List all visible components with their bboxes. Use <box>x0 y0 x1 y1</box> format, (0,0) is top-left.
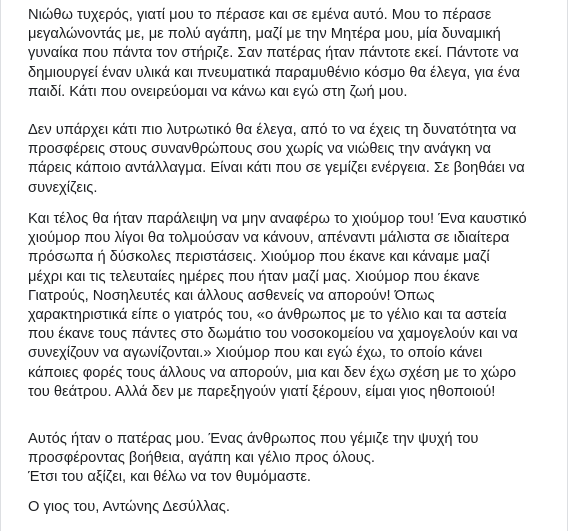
post-paragraph-4 <box>28 430 478 488</box>
post-border-left <box>0 0 1 531</box>
post-paragraph-3 <box>28 210 527 402</box>
text-line: κάποιες φορές τους άλλους να απορούν, μια και δεν έχω σχέση με το χώρο <box>28 364 517 381</box>
text-line: παιδί. Κάτι που ονειρεύομαι να κάνω και εγώ στη ζωή μου. <box>28 83 408 100</box>
post-border-right <box>567 0 568 531</box>
text-line: πάρεις κάποιο αντάλλαγμα. Είναι κάτι που σε γεμίζει ενέργεια. Σε βοηθάει να <box>28 160 525 177</box>
text-line: πρόσωπα ή δύσκολες περιστάσεις. Χιούμορ που έκανε και κάναμε μαζί <box>28 249 490 266</box>
text-line: Αυτός ήταν ο πατέρας μου. Ένας άνθρωπος που γέμιζε την ψυχή του <box>28 431 479 447</box>
text-line: Έτσι του αξίζει, και θέλω να τον θυμόμαστε. <box>28 469 311 486</box>
text-line: που έκανε τους πάντες στο δωμάτιο του νοσοκομείου να χαμογελούν και να <box>28 326 518 343</box>
text-line: προσφέρεις στους συνανθρώπους σου χωρίς να νιώθεις την ανάγκη να <box>28 141 492 158</box>
text-line: του θεάτρου. Αλλά δεν με παρεξηγούν γιατί ξέρουν, είμαι γιος ηθοποιού! <box>28 383 496 400</box>
text-line: Νιώθω τυχερός, γιατί μου το πέρασε και σε εμένα αυτό. Μου το πέρασε <box>28 7 492 23</box>
text-line: Δεν υπάρχει κάτι πιο λυτρωτικό θα έλεγα, από το να έχεις τη δυνατότητα να <box>28 122 517 138</box>
text-line: μεγαλώνοντάς με, με πολύ αγάπη, μαζί με την Μητέρα μου, μία δυναμική <box>28 26 501 43</box>
text-line: συνεχίζεις. <box>28 179 98 196</box>
text-line: Γιατρούς, Νοσηλευτές και άλλους ασθενείς να απορούν! Όπως <box>28 287 435 304</box>
text-line: Και τέλος θα ήταν παράλειψη να μην αναφέρω το χιούμορ του! Ένα καυστικό <box>28 211 527 227</box>
text-line: γυναίκα που πάντα τον στήριζε. Σαν πατέρας ήταν πάντοτε εκεί. Πάντοτε να <box>28 45 519 62</box>
text-line: χαρακτηριστικά είπε ο γιατρός του, «ο άνθρωπος με το γέλιο και τα αστεία <box>28 307 507 324</box>
text-line: χιούμορ που λίγοι θα τολμούσαν να κάνουν, απέναντι μάλιστα σε ιδιαίτερα <box>28 230 510 247</box>
text-line: δημιουργεί έναν υλικά και πνευματικά παραμυθένιο κόσμο θα έλεγα, για ένα <box>28 64 521 81</box>
text-line: Ο γιος του, Αντώνης Δεσύλλας. <box>28 499 230 515</box>
text-line: μέχρι και τις τελευταίες ημέρες που ήταν μαζί μας. Χιούμορ που έκανε <box>28 268 480 285</box>
text-line: προσφέροντας βοήθεια, αγάπη και γέλιο προς όλους. <box>28 450 375 467</box>
post-paragraph-2 <box>28 121 525 198</box>
post-signature <box>28 498 230 517</box>
text-line: συνεχίζουν να αγωνίζονται.» Χιούμορ που και εγώ έχω, το οποίο κάνει <box>28 345 483 362</box>
post-paragraph-1 <box>28 6 520 102</box>
